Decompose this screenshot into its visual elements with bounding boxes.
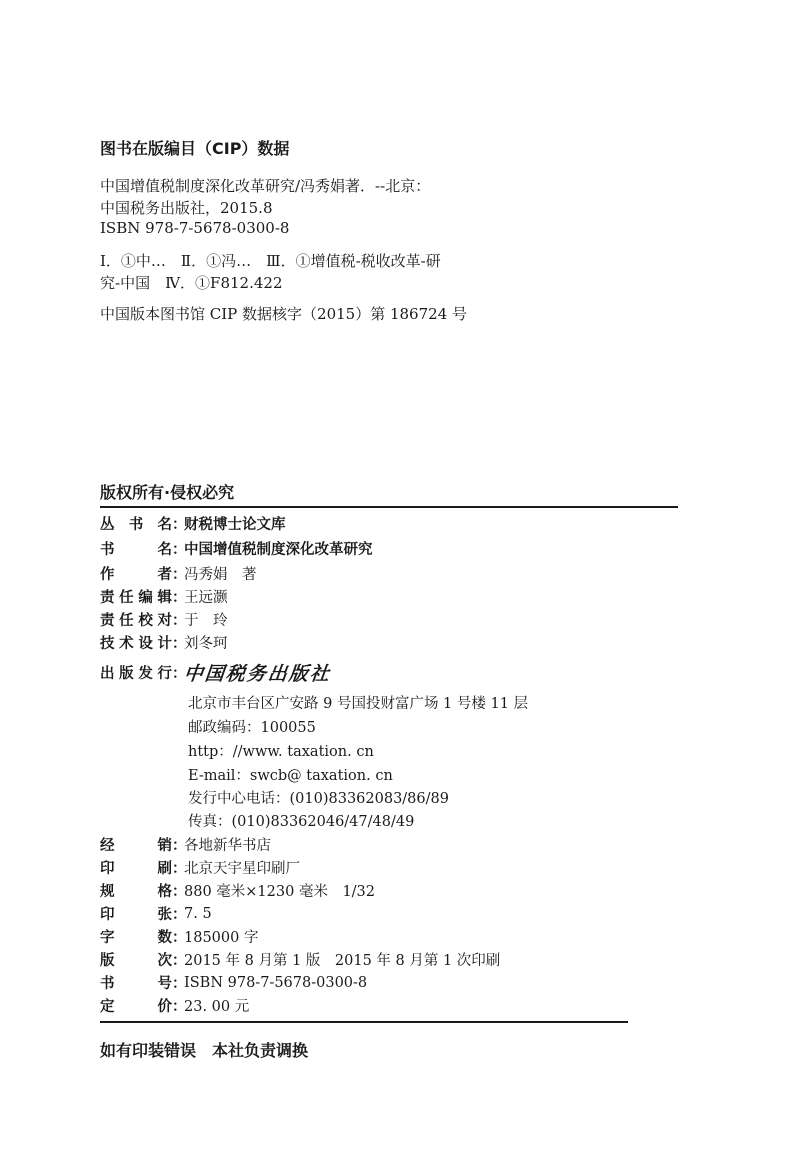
sheets-value: 7. 5 (184, 905, 212, 922)
publisher-email: E-mail：swcb@ taxation. cn (188, 768, 393, 784)
title-value: 中国增值税制度深化改革研究 (184, 542, 373, 558)
proofreader-row: 责任校对 ： 于 玲 (100, 608, 228, 631)
cip-line: 究-中国 Ⅳ．①F812.422 (100, 274, 283, 292)
cip-line: 中国版本图书馆 CIP 数据核字（2015）第 186724 号 (100, 305, 468, 323)
price-value: 23. 00 元 (184, 999, 250, 1015)
editor-row: 责任编辑 ： 王远灏 (100, 585, 228, 608)
publisher-label: 出版发行 (100, 665, 172, 682)
isbn-row: 书号 ： ISBN 978-7-5678-0300-8 (100, 971, 367, 994)
spec-label: 规格 (100, 884, 172, 900)
cip-line: ISBN 978-7-5678-0300-8 (100, 219, 290, 237)
edition-row: 版次 ： 2015 年 8 月第 1 版 2015 年 8 月第 1 次印刷 (100, 948, 500, 971)
publisher-website: http：//www. taxation. cn (188, 744, 374, 760)
price-row: 定价 ： 23. 00 元 (100, 994, 249, 1017)
author-label: 作者 (100, 567, 172, 583)
publisher-fax: 传真：(010)83362046/47/48/49 (188, 814, 415, 830)
series-row: 丛书名 ： 财税博士论文库 (100, 512, 286, 535)
price-label: 定价 (100, 999, 172, 1015)
proofreader-value: 于 玲 (184, 613, 228, 629)
editor-label: 责任编辑 (100, 590, 172, 606)
words-value: 185000 字 (184, 930, 259, 946)
design-row: 技术设计 ： 刘冬珂 (100, 631, 228, 654)
cip-line: 中国税务出版社，2015.8 (100, 199, 273, 217)
spec-row: 规格 ： 880 毫米×1230 毫米 1/32 (100, 879, 375, 902)
cip-line: Ⅰ．①中… Ⅱ．①冯… Ⅲ．①增值税-税收改革-研 (100, 252, 441, 270)
edition-label: 版次 (100, 953, 172, 969)
copyright-notice: 版权所有·侵权必究 (100, 483, 235, 502)
isbn-label: 书号 (100, 976, 172, 992)
printer-row: 印刷 ： 北京天宇星印刷厂 (100, 856, 300, 879)
bottom-divider (100, 1021, 628, 1023)
printer-label: 印刷 (100, 861, 172, 877)
series-label: 丛书名 (100, 517, 172, 533)
series-value: 财税博士论文库 (184, 517, 286, 533)
editor-value: 王远灏 (184, 590, 228, 606)
sheets-label: 印张 (100, 907, 172, 923)
publisher-logo: 中国税务出版社 (182, 662, 333, 685)
edition-value: 2015 年 8 月第 1 版 2015 年 8 月第 1 次印刷 (184, 953, 501, 969)
publisher-phone: 发行中心电话：(010)83362083/86/89 (188, 791, 449, 807)
author-row: 作者 ： 冯秀娟 著 (100, 562, 257, 585)
author-value: 冯秀娟 著 (184, 567, 257, 583)
distributor-row: 经销 ： 各地新华书店 (100, 833, 271, 856)
printer-value: 北京天宇星印刷厂 (184, 861, 300, 877)
design-label: 技术设计 (100, 636, 172, 652)
publisher-postcode: 邮政编码：100055 (188, 720, 316, 736)
replacement-notice: 如有印装错误 本社负责调换 (100, 1041, 309, 1060)
sheets-row: 印张 ： 7. 5 (100, 902, 212, 925)
cip-heading: 图书在版编目（CIP）数据 (100, 139, 290, 158)
publisher-row: 出版发行 ： 中国税务出版社 (100, 658, 331, 686)
isbn-value: ISBN 978-7-5678-0300-8 (184, 974, 368, 991)
publisher-address: 北京市丰台区广安路 9 号国投财富广场 1 号楼 11 层 (188, 696, 529, 712)
proofreader-label: 责任校对 (100, 613, 172, 629)
spec-value: 880 毫米×1230 毫米 1/32 (184, 884, 376, 900)
design-value: 刘冬珂 (184, 636, 228, 652)
title-row: 书名 ： 中国增值税制度深化改革研究 (100, 537, 373, 560)
distributor-value: 各地新华书店 (184, 838, 271, 854)
distributor-label: 经销 (100, 838, 172, 854)
title-label: 书名 (100, 542, 172, 558)
top-divider (100, 506, 678, 508)
words-row: 字数 ： 185000 字 (100, 925, 258, 948)
cip-line: 中国增值税制度深化改革研究/冯秀娟著．--北京： (100, 177, 431, 195)
words-label: 字数 (100, 930, 172, 946)
